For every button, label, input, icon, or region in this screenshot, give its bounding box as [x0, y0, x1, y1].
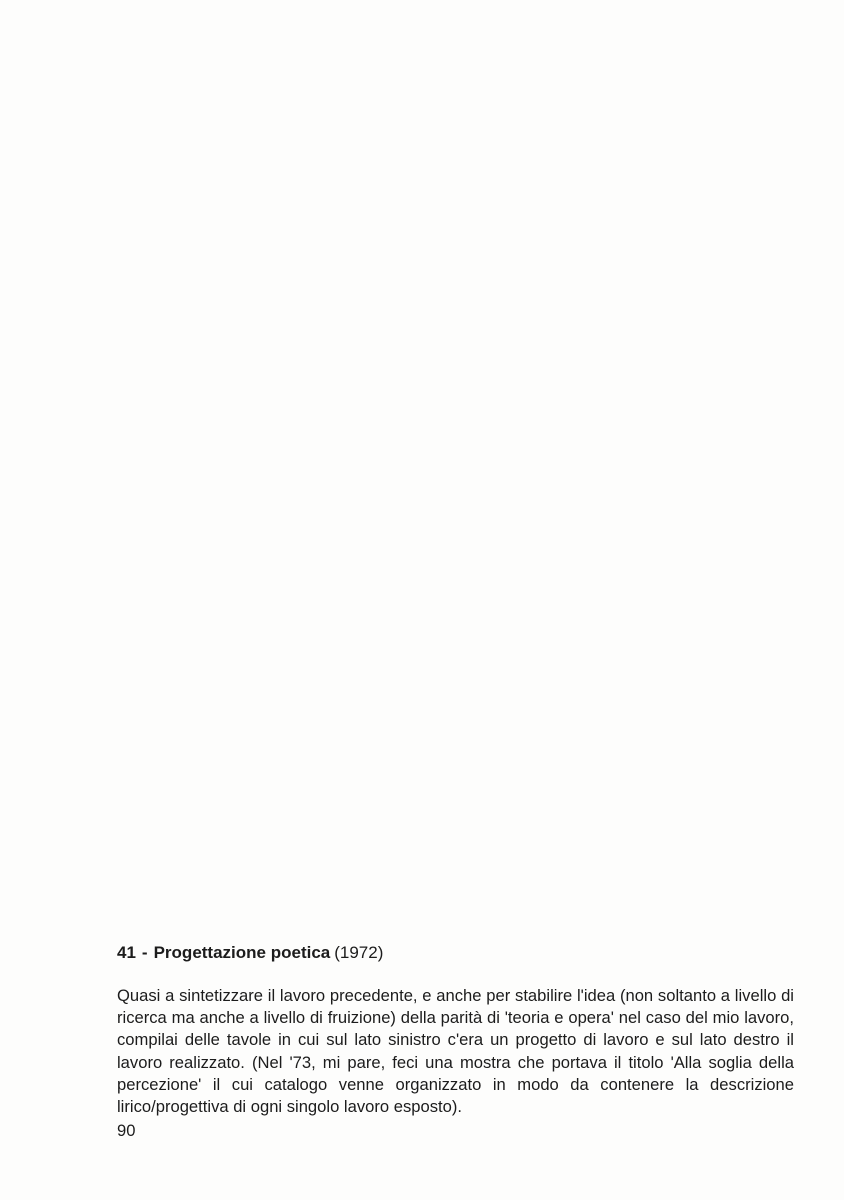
heading-separator: - — [141, 943, 148, 962]
body-paragraph: Quasi a sintetizzare il lavoro precedente, e anche per stabilire l'idea (non soltanto a livello di ricerca ma anche a livello di fruizione) della parità di 'teoria e opera' nel caso del mio lavoro, compilai delle tavole in cui sul lato sinistro c'era un progetto di lavoro e sul lato destro il lavoro realizzato. (Nel '73, mi pare, feci una mostra che portava il titolo 'Alla soglia della percezione' il cui catalogo venne organizzato in modo da contenere la descrizione lirico/progettiva di ogni singolo lavoro esposto). — [117, 986, 794, 1117]
section-title: Progettazione poetica — [153, 943, 331, 962]
section-heading — [117, 942, 797, 964]
page-number: 90 — [117, 1121, 136, 1140]
section-year: (1972) — [334, 943, 384, 962]
section-number: 41 — [117, 943, 136, 962]
